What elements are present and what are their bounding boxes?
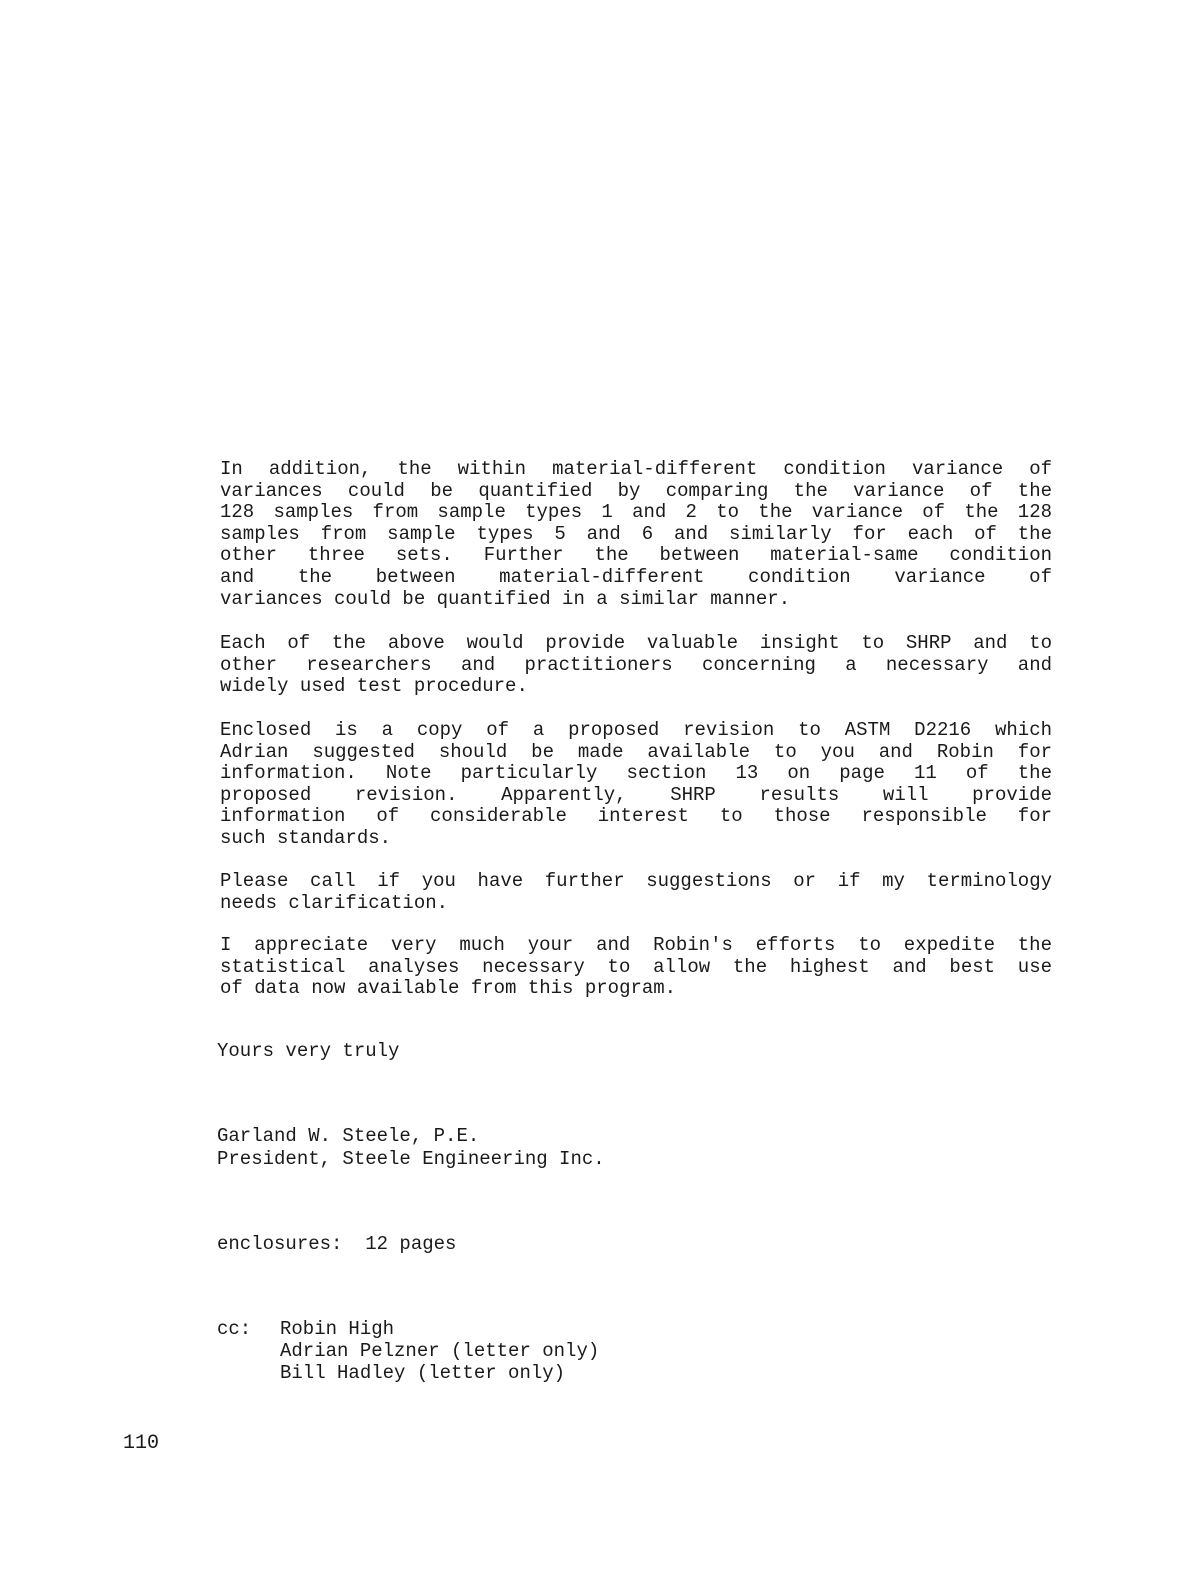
text-line: such standards.	[220, 826, 392, 849]
text-line: I appreciate very much your and Robin's efforts to expedite the	[220, 934, 1052, 956]
signer-name: Garland W. Steele, P.E.	[217, 1125, 480, 1147]
text-line: proposed revision. Apparently, SHRP results will provide	[220, 783, 1052, 806]
text-line: needs clarification.	[220, 891, 449, 914]
cc-label: cc:	[217, 1318, 252, 1340]
text-line: Please call if you have further suggestions or if my terminology	[220, 870, 1052, 892]
text-line: information of considerable interest to those responsible for	[220, 805, 1052, 828]
paragraph-1	[220, 459, 1052, 610]
text-line: samples from sample types 5 and 6 and similarly for each of the	[220, 522, 1052, 545]
text-line: other three sets. Further the between material-same condition	[220, 544, 1052, 567]
closing-salutation: Yours very truly	[217, 1040, 400, 1062]
text-line: information. Note particularly section 13 on page 11 of the	[220, 762, 1052, 785]
paragraph-2	[220, 633, 1052, 698]
signer-title: President, Steele Engineering Inc.	[217, 1148, 605, 1170]
text-line: other researchers and practitioners concerning a necessary and	[220, 653, 1052, 676]
cc-recipient: Bill Hadley (letter only)	[280, 1362, 566, 1384]
enclosures-note: enclosures: 12 pages	[217, 1233, 457, 1255]
page-number: 110	[123, 1432, 160, 1455]
text-line: In addition, the within material-different condition variance of	[220, 458, 1052, 480]
text-line: 128 samples from sample types 1 and 2 to the variance of the 128	[220, 501, 1052, 524]
text-line: statistical analyses necessary to allow the highest and best use	[220, 955, 1052, 978]
text-line: of data now available from this program.	[220, 977, 677, 1000]
text-line: variances could be quantified by comparing the variance of the	[220, 479, 1052, 502]
paragraph-4	[220, 871, 1052, 914]
text-line: Each of the above would provide valuable insight to SHRP and to	[220, 632, 1052, 654]
paragraph-5	[220, 935, 1052, 1000]
cc-recipient: Robin High	[280, 1318, 395, 1340]
text-line: and the between material-different condition variance of	[220, 565, 1052, 588]
text-line: Enclosed is a copy of a proposed revision to ASTM D2216 which	[220, 719, 1052, 741]
cc-recipient: Adrian Pelzner (letter only)	[280, 1340, 600, 1362]
text-line: widely used test procedure.	[220, 675, 528, 698]
paragraph-3	[220, 720, 1052, 850]
text-line: variances could be quantified in a similar manner.	[220, 587, 791, 610]
text-line: Adrian suggested should be made available to you and Robin for	[220, 740, 1052, 763]
